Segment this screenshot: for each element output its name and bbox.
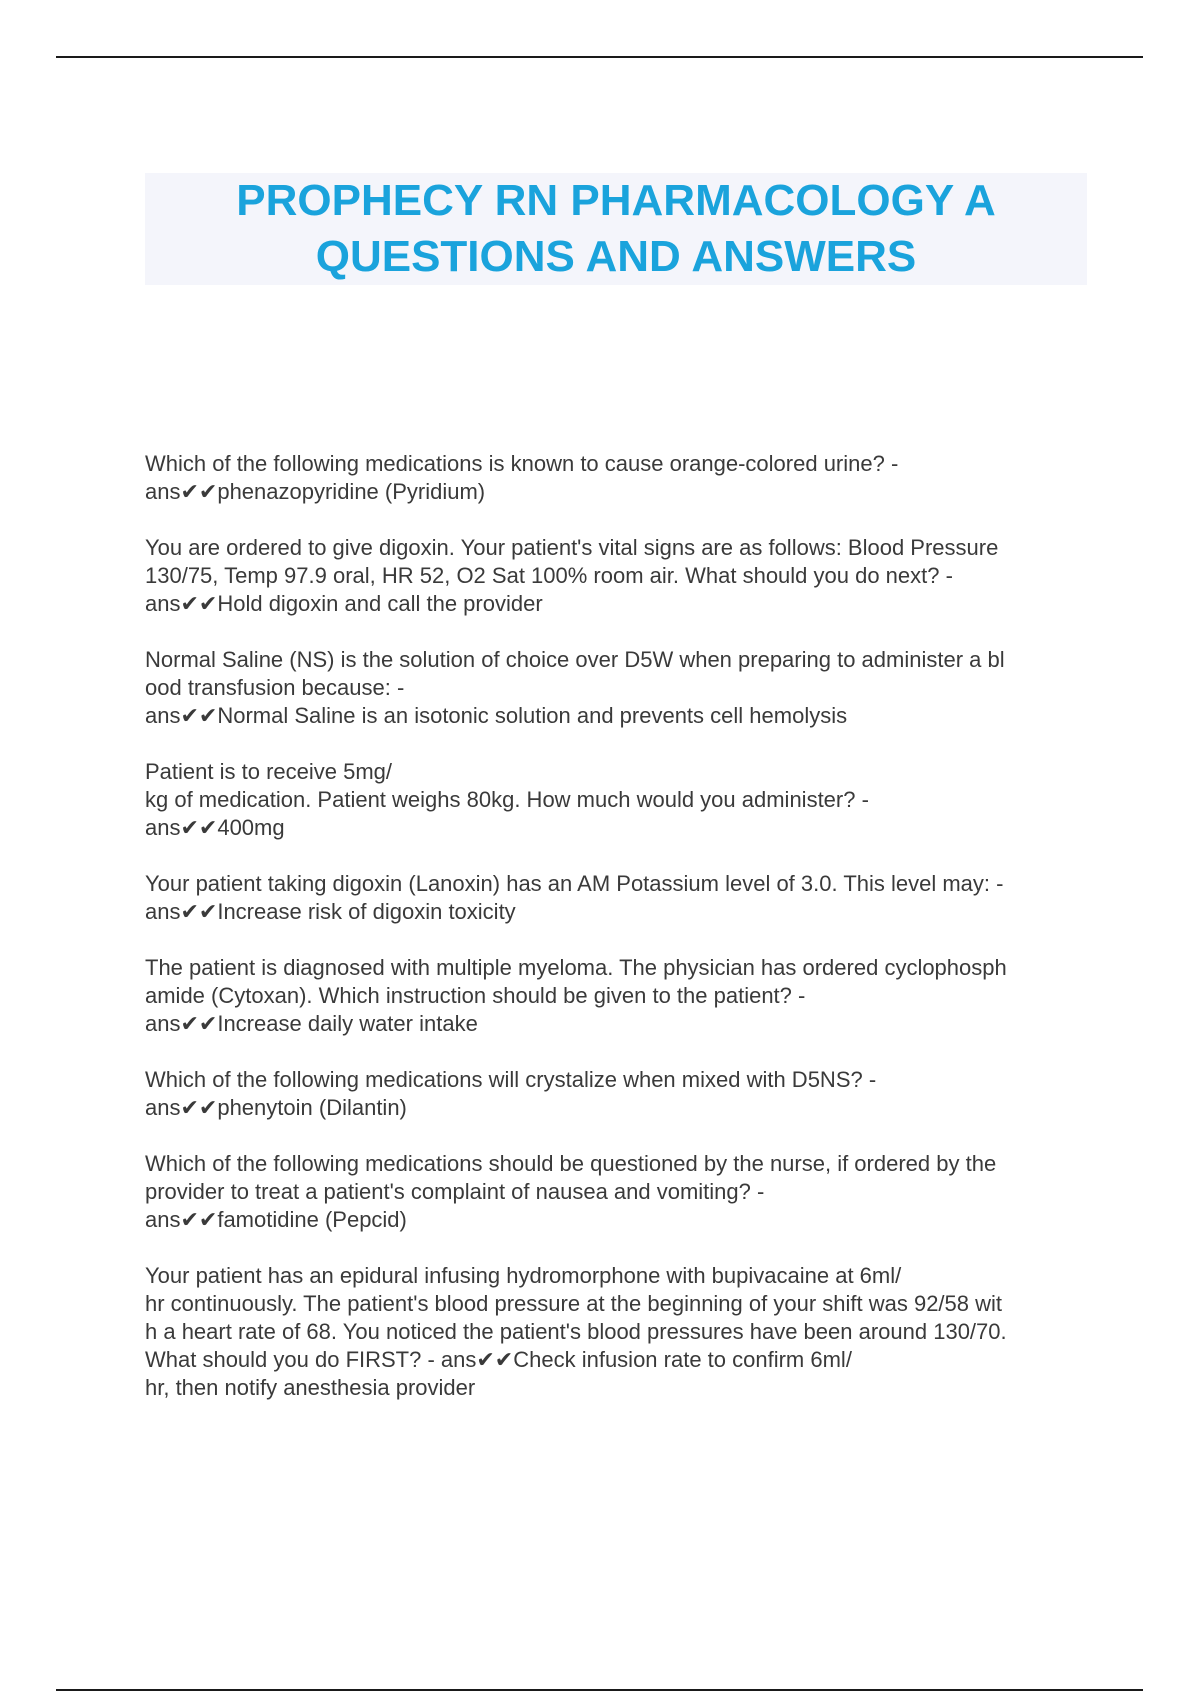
qa-line: kg of medication. Patient weighs 80kg. How much would you administer? - [145,787,869,812]
qa-answer-line: ans✔✔Increase daily water intake [145,1011,478,1036]
qa-item-5 [145,870,1090,926]
qa-answer-line: ans✔✔Hold digoxin and call the provider [145,591,543,616]
qa-line: hr, then notify anesthesia provider [145,1375,476,1400]
qa-answer-line: ans✔✔400mg [145,815,285,840]
qa-answer-line: ans✔✔Normal Saline is an isotonic solution and prevents cell hemolysis [145,703,848,728]
qa-item-9 [145,1262,1090,1402]
qa-item-8 [145,1150,1090,1234]
qa-line: 130/75, Temp 97.9 oral, HR 52, O2 Sat 100% room air. What should you do next? - [145,563,953,588]
qa-line: provider to treat a patient's complaint of nausea and vomiting? - [145,1179,765,1204]
title-banner [145,173,1087,285]
qa-line: The patient is diagnosed with multiple myeloma. The physician has ordered cyclophosph [145,955,1007,980]
qa-line: You are ordered to give digoxin. Your patient's vital signs are as follows: Blood Pressure [145,535,999,560]
qa-answer-line: ans✔✔famotidine (Pepcid) [145,1207,407,1232]
qa-line: h a heart rate of 68. You noticed the patient's blood pressures have been around 130/70. [145,1319,1007,1344]
qa-line: ood transfusion because: - [145,675,405,700]
qa-line: Your patient has an epidural infusing hydromorphone with bupivacaine at 6ml/ [145,1263,902,1288]
qa-answer-line: ans✔✔Increase risk of digoxin toxicity [145,899,516,924]
qa-line: amide (Cytoxan). Which instruction should be given to the patient? - [145,983,806,1008]
qa-item-7 [145,1066,1090,1122]
qa-item-1 [145,450,1090,506]
qa-answer-line: ans✔✔phenazopyridine (Pyridium) [145,479,486,504]
title-line-1: PROPHECY RN PHARMACOLOGY A [236,176,996,225]
top-rule [56,56,1143,58]
qa-answer-line: ans✔✔phenytoin (Dilantin) [145,1095,407,1120]
qa-line: Which of the following medications will crystalize when mixed with D5NS? - [145,1067,877,1092]
qa-line: Which of the following medications should be questioned by the nurse, if ordered by the [145,1151,997,1176]
qa-item-4 [145,758,1090,842]
title-line-2: QUESTIONS AND ANSWERS [315,232,917,281]
qa-line: Which of the following medications is known to cause orange-colored urine? - [145,451,899,476]
qa-item-6 [145,954,1090,1038]
qa-line: Patient is to receive 5mg/ [145,759,393,784]
qa-line: hr continuously. The patient's blood pressure at the beginning of your shift was 92/58 wit [145,1291,1003,1316]
qa-line: Your patient taking digoxin (Lanoxin) has an AM Potassium level of 3.0. This level may: - [145,871,1004,896]
qa-item-2 [145,534,1090,618]
qa-item-3 [145,646,1090,730]
qa-answer-line: What should you do FIRST? - ans✔✔Check infusion rate to confirm 6ml/ [145,1347,852,1372]
qa-list [145,450,1090,1430]
bottom-rule [56,1689,1143,1691]
qa-line: Normal Saline (NS) is the solution of choice over D5W when preparing to administer a bl [145,647,1005,672]
